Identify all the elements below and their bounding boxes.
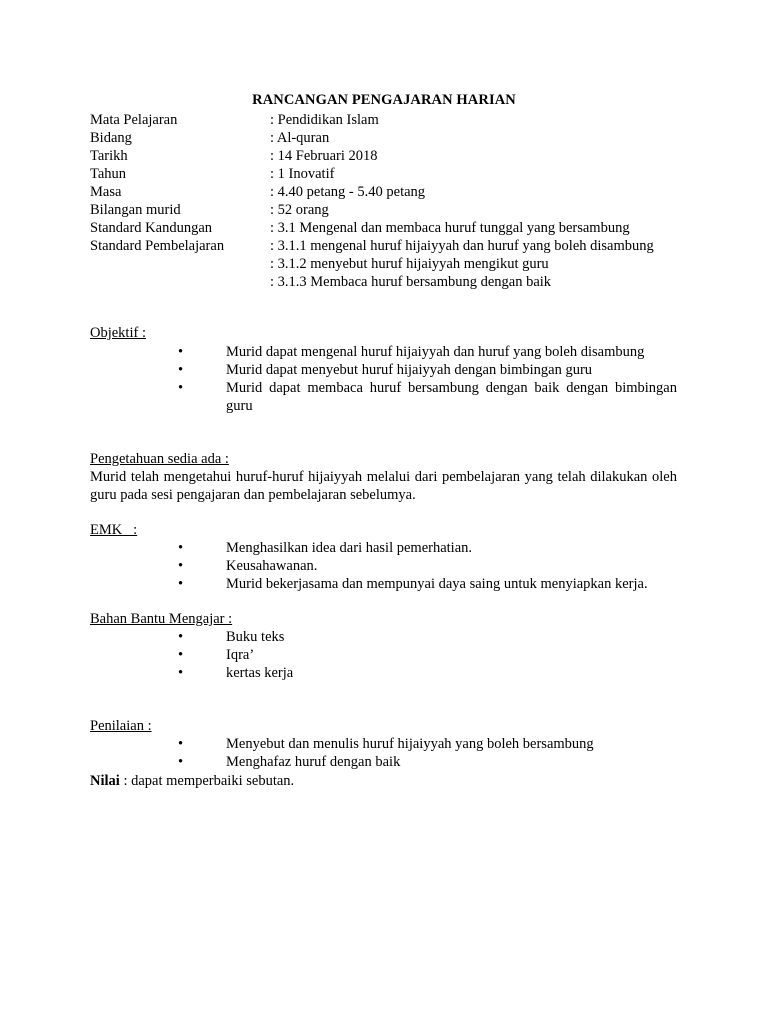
nilai-line [90, 772, 294, 790]
bullet-icon: • [178, 647, 184, 663]
bullet-icon: • [178, 754, 184, 770]
bullet-icon: • [178, 629, 184, 645]
list-item-text: Menyebut dan menulis huruf hijaiyyah yang boleh bersambung [226, 736, 594, 752]
bahan-heading: Bahan Bantu Mengajar : [90, 611, 233, 627]
list-item-text: Murid dapat menyebut huruf hijaiyyah dengan bimbingan guru [226, 362, 593, 378]
list-item [90, 379, 677, 415]
list-item [90, 664, 677, 682]
emk-list [90, 539, 677, 593]
pengetahuan-heading: Pengetahuan sedia ada : [90, 451, 229, 467]
bullet-icon: • [178, 540, 184, 556]
bullet-icon: • [178, 736, 184, 752]
objektif-heading: Objektif : [90, 325, 146, 341]
info-label: Bidang [90, 130, 132, 146]
list-item-text: Menghafaz huruf dengan baik [226, 754, 401, 770]
bahan-list [90, 628, 677, 682]
info-value: : Al-quran [270, 130, 330, 146]
list-item-text: Menghasilkan idea dari hasil pemerhatian. [226, 540, 473, 556]
list-item-text: Murid dapat mengenal huruf hijaiyyah dan huruf yang boleh disambung [226, 344, 645, 360]
bullet-icon: • [178, 344, 184, 360]
nilai-label: Nilai [90, 773, 120, 789]
bullet-icon: • [178, 380, 184, 396]
objektif-list [90, 343, 677, 415]
bullet-icon: • [178, 576, 184, 592]
info-label: Tarikh [90, 148, 128, 164]
list-item [90, 735, 677, 753]
info-label: Mata Pelajaran [90, 112, 178, 128]
list-item-text: Murid bekerjasama dan mempunyai daya saing untuk menyiapkan kerja. [226, 576, 648, 592]
info-value: : 3.1.2 menyebut huruf hijaiyyah mengikut guru [270, 256, 549, 272]
list-item [90, 343, 677, 361]
list-item-text: Keusahawanan. [226, 558, 318, 574]
info-value: : 4.40 petang - 5.40 petang [270, 184, 426, 200]
info-value: : Pendidikan Islam [270, 112, 379, 128]
pengetahuan-text: Murid telah mengetahui huruf-huruf hijaiyyah melalui dari pembelajaran yang telah dilakukan oleh guru pada sesi pengajaran dan pembelajaran sebelumya. [90, 469, 677, 503]
info-value: : 3.1 Mengenal dan membaca huruf tunggal yang bersambung [270, 220, 630, 236]
info-value: : 1 Inovatif [270, 166, 335, 182]
list-item-text: kertas kerja [226, 665, 294, 681]
info-label: Tahun [90, 166, 127, 182]
list-item [90, 753, 677, 771]
list-item-text: Buku teks [226, 629, 285, 645]
info-label: Standard Pembelajaran [90, 238, 225, 254]
info-value: : 3.1.3 Membaca huruf bersambung dengan baik [270, 274, 552, 290]
bullet-icon: • [178, 362, 184, 378]
list-item-text: Murid dapat membaca huruf bersambung dengan baik dengan bimbingan guru [226, 380, 677, 414]
emk-heading: EMK : [90, 522, 138, 538]
list-item [90, 361, 677, 379]
info-label: Standard Kandungan [90, 220, 213, 236]
info-label: Bilangan murid [90, 202, 181, 218]
bullet-icon: • [178, 558, 184, 574]
info-value: : 52 orang [270, 202, 329, 218]
list-item-text: Iqra’ [226, 647, 255, 663]
bullet-icon: • [178, 665, 184, 681]
penilaian-list [90, 735, 677, 771]
info-label: Masa [90, 184, 122, 200]
nilai-text: : dapat memperbaiki sebutan. [119, 773, 295, 789]
list-item [90, 646, 677, 664]
list-item [90, 575, 677, 593]
info-value: : 3.1.1 mengenal huruf hijaiyyah dan huruf yang boleh disambung [270, 238, 654, 254]
penilaian-heading: Penilaian : [90, 718, 152, 734]
list-item [90, 628, 677, 646]
info-value: : 14 Februari 2018 [270, 148, 378, 164]
document-title: RANCANGAN PENGAJARAN HARIAN [252, 92, 516, 108]
list-item [90, 557, 677, 575]
list-item [90, 539, 677, 557]
